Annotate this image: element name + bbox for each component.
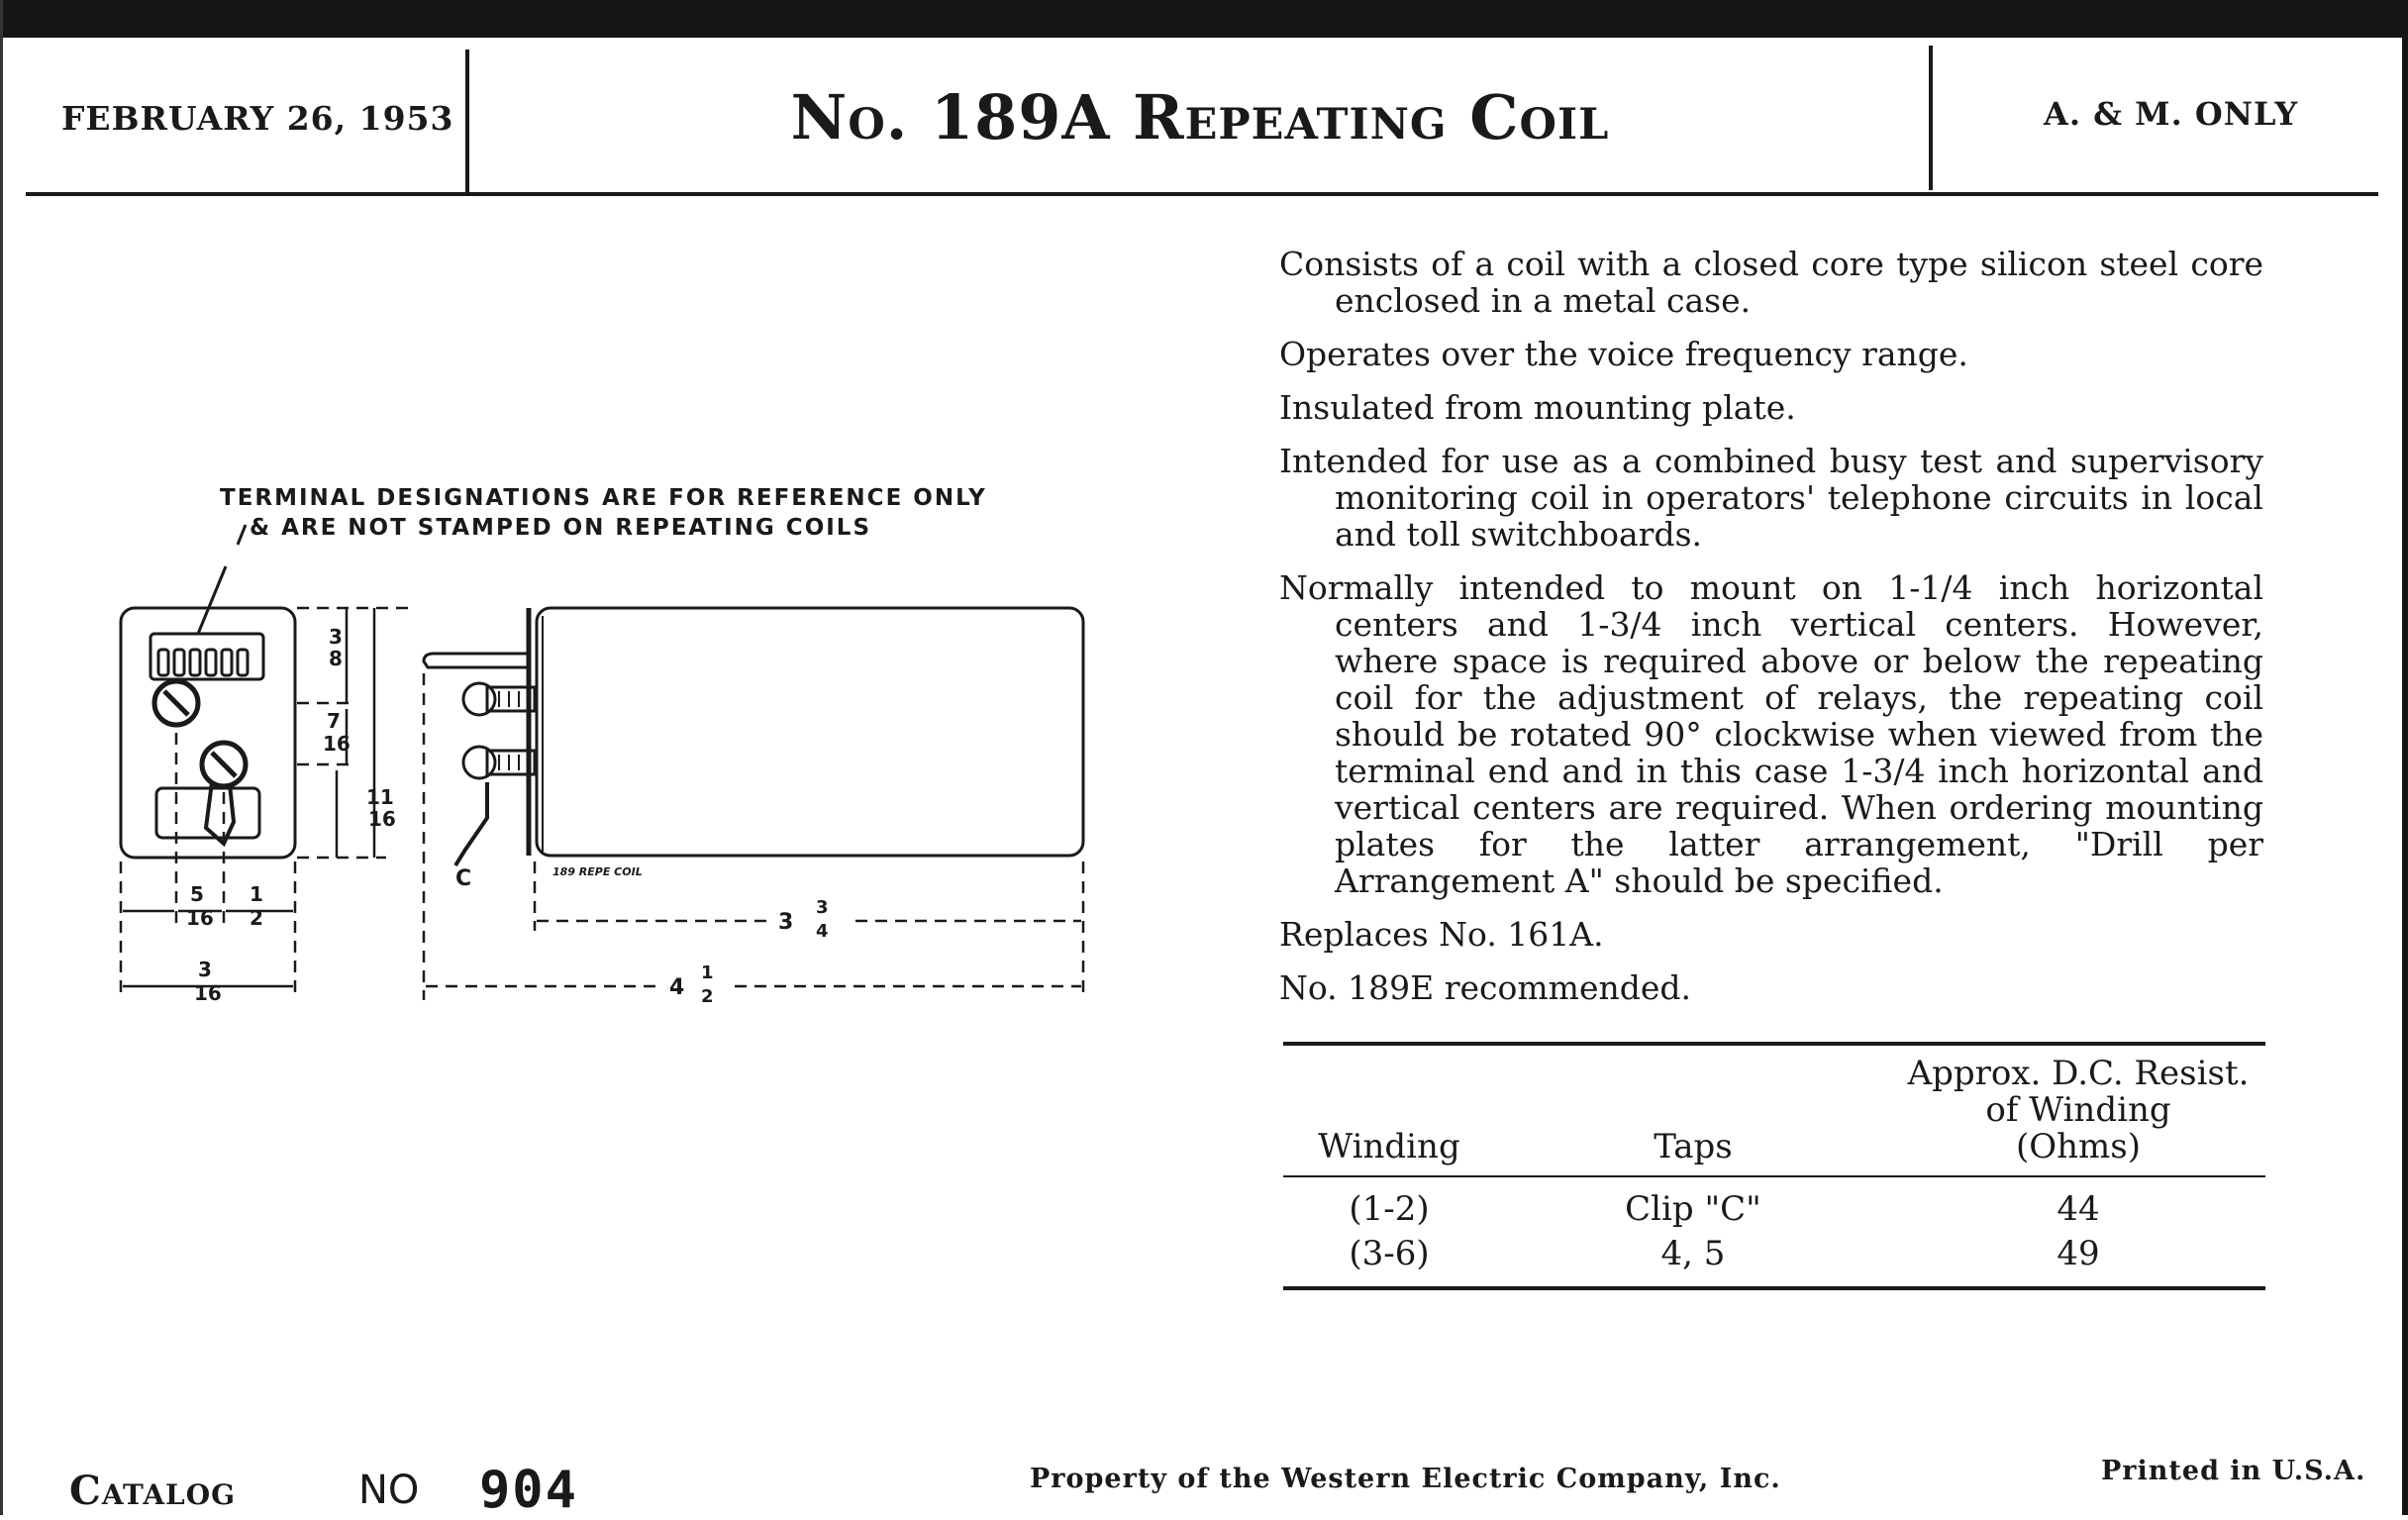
table-row <box>1283 1176 2265 1232</box>
col-winding-header: Winding <box>1283 1044 1495 1176</box>
footer-property: Property of the Western Electric Company, Inc. <box>1030 1464 1781 1494</box>
clip-c-end <box>206 782 234 844</box>
footer-catalog-number: 904 <box>479 1461 578 1520</box>
leader-line <box>198 566 226 634</box>
cell-ohms: 44 <box>2057 1189 2100 1229</box>
description <box>1279 246 2263 1023</box>
col-resist-header-line1: Approx. D.C. Resist. <box>1907 1054 2250 1093</box>
cell-taps: Clip "C" <box>1625 1189 1761 1229</box>
drawing-note-line1: TERMINAL DESIGNATIONS ARE FOR REFERENCE ONLY <box>220 485 987 511</box>
side-terminal-lower <box>463 747 535 778</box>
description-paragraph: Consists of a coil with a closed core type silicon steel core enclosed in a metal case. <box>1279 245 2263 320</box>
cell-taps: 4, 5 <box>1660 1234 1726 1273</box>
svg-text:3: 3 <box>816 897 829 918</box>
footer-no-label: NO <box>358 1468 420 1513</box>
side-view-case <box>537 608 1083 856</box>
svg-text:3: 3 <box>329 625 343 649</box>
description-paragraph: Normally intended to mount on 1-1/4 inch horizontal centers and 1-3/4 inch vertical centers. However, where space is required above or below the repeating coil for the adjustment of relays, the repeating coil should be rotated 90° clockwise when viewed from the terminal end and in this case 1-3/4 inch horizontal and vertical centers are required. When ordering mounting plates for the latter arrangement, "Drill per Arrangement A" should be specified. <box>1279 568 2263 900</box>
cell-winding: (3-6) <box>1349 1234 1430 1273</box>
description-paragraph: Intended for use as a combined busy test and supervisory monitoring coil in operators' telephone circuits in local and toll switchboards. <box>1279 442 2263 554</box>
svg-text:1: 1 <box>701 963 714 983</box>
svg-text:16: 16 <box>194 981 222 1005</box>
svg-text:3: 3 <box>778 910 794 935</box>
clip-c-side <box>455 782 487 865</box>
terminal-lugs <box>158 650 248 675</box>
description-paragraph: Operates over the voice frequency range. <box>1279 335 1968 373</box>
dimension-fractions-end-view <box>186 625 396 1005</box>
svg-text:4: 4 <box>669 975 685 1000</box>
svg-text:11: 11 <box>366 785 394 809</box>
col-taps-header: Taps <box>1495 1044 1891 1176</box>
svg-text:7: 7 <box>327 709 341 733</box>
table-row <box>1283 1232 2265 1288</box>
drawing-note-line2: & ARE NOT STAMPED ON REPEATING COILS <box>250 515 872 541</box>
description-paragraph: Insulated from mounting plate. <box>1279 388 1796 427</box>
page-title: No. 189A Repeating Coil <box>790 81 1610 153</box>
terminal-end-cap <box>424 654 529 667</box>
svg-text:16: 16 <box>323 732 351 756</box>
col-resist-header-line3: (Ohms) <box>2016 1127 2141 1166</box>
svg-text:5: 5 <box>190 882 204 906</box>
coil-drawing <box>0 0 1188 1089</box>
leader-line <box>238 525 246 545</box>
side-view-dimension-lines <box>424 673 1083 1000</box>
scan-right-border <box>2402 0 2408 1515</box>
svg-text:4: 4 <box>816 921 829 942</box>
table-header-row <box>1283 1044 2265 1176</box>
svg-text:8: 8 <box>329 647 343 670</box>
case-marking: 189 REPE COIL <box>552 865 643 878</box>
cell-ohms: 49 <box>2057 1234 2100 1273</box>
footer-printed: Printed in U.S.A. <box>2101 1456 2366 1486</box>
winding-table <box>1283 1042 2265 1290</box>
header-date: FEBRUARY 26, 1953 <box>61 99 454 138</box>
dimension-fractions-side-view <box>669 897 829 1007</box>
svg-text:2: 2 <box>701 986 714 1007</box>
svg-text:1: 1 <box>250 882 263 906</box>
svg-text:3: 3 <box>198 958 212 981</box>
description-paragraph: No. 189E recommended. <box>1279 968 1691 1007</box>
header-scope: A. & M. ONLY <box>2044 95 2299 133</box>
clip-c-label: C <box>455 866 472 891</box>
side-terminal-upper <box>463 683 535 715</box>
svg-text:16: 16 <box>186 906 214 930</box>
col-resist-header-line2: of Winding <box>1985 1090 2171 1130</box>
header-divider-right <box>1929 46 1933 190</box>
footer-catalog-label: Catalog <box>69 1468 237 1514</box>
svg-text:16: 16 <box>368 807 396 831</box>
col-resist-header <box>1891 1044 2265 1176</box>
description-paragraph: Replaces No. 161A. <box>1279 915 1604 954</box>
cell-winding: (1-2) <box>1349 1189 1430 1229</box>
svg-text:2: 2 <box>250 906 263 930</box>
